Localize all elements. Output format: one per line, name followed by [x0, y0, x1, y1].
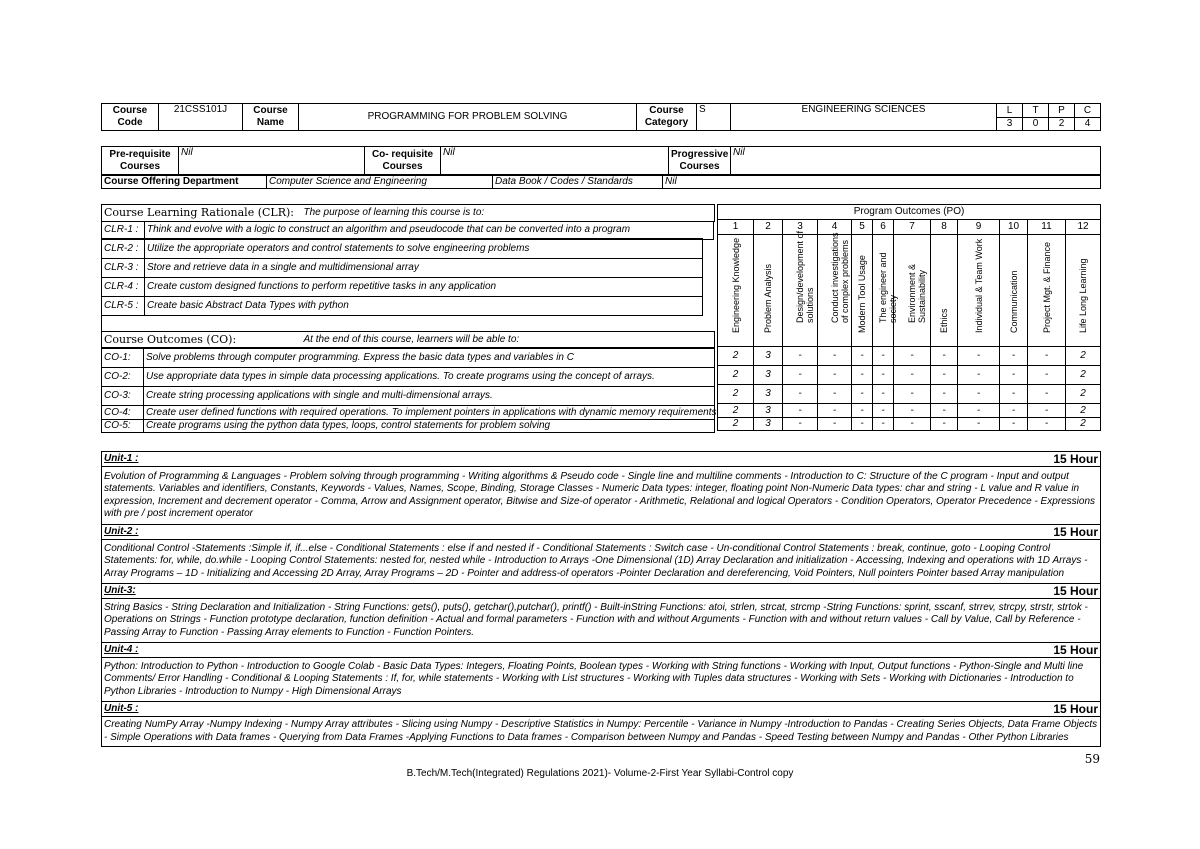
- co-po-map-row: [718, 385, 1101, 404]
- map-cell: -: [783, 404, 818, 418]
- clr-purpose: The purpose of learning this course is to:: [302, 205, 715, 222]
- databook-value: Nil: [663, 176, 1101, 189]
- map-cell: -: [818, 385, 852, 404]
- ltpc-label-c: C: [1075, 104, 1101, 118]
- po-number: 3: [783, 220, 818, 235]
- ltpc-value-l: 3: [997, 118, 1023, 131]
- unit-content: Evolution of Programming & Languages - Problem solving through programming - Writing algorithms & Pseudo code - Single line and multiline comments - Introduction to C: Structure of the C program - Input and output statements. Variables and identifiers, Constants, Keywords - Values, Names, Scope, Binding, Storage Classes - Numeric Data types: integer, floating point Non-Numeric Data types: char and string - L value and R value in expression, Increment and decrement operator - Comma, Arrow and Assignment operator, Bitwise and Size-of operator - Arithmetic, Relational and logical Operators - Condition Operators, Operator Precedence - Expressions with pre / post increment operator: [102, 467, 1101, 525]
- map-cell: -: [852, 418, 873, 431]
- clr-text: Store and retrieve data in a single and multidimensional array: [147, 262, 419, 273]
- po-name: Project Mgt. & Finance: [1028, 235, 1066, 347]
- map-cell: -: [931, 418, 958, 431]
- course-name: PROGRAMMING FOR PROBLEM SOLVING: [299, 104, 637, 131]
- map-cell: -: [931, 366, 958, 385]
- map-cell: 3: [754, 347, 783, 366]
- course-code: 21CSS101J: [159, 104, 243, 131]
- clr-row: [101, 277, 703, 297]
- co-title: Course Outcomes (CO):: [102, 332, 302, 348]
- map-cell: -: [1000, 366, 1028, 385]
- map-cell: 2: [718, 404, 754, 418]
- po-name: Communication: [1000, 235, 1028, 347]
- clr-text: Think and evolve with a logic to construct an algorithm and pseudocode that can be converted into a program: [147, 224, 631, 235]
- map-cell: -: [783, 347, 818, 366]
- unit-title: Unit-3:: [102, 584, 1002, 599]
- map-cell: -: [1028, 418, 1066, 431]
- course-header-table: [101, 103, 1101, 131]
- map-cell: -: [852, 404, 873, 418]
- map-cell: -: [873, 347, 894, 366]
- co-code: CO-3:: [102, 387, 144, 406]
- map-cell: -: [852, 347, 873, 366]
- map-cell: -: [1028, 385, 1066, 404]
- map-cell: -: [873, 418, 894, 431]
- map-cell: -: [894, 347, 931, 366]
- map-cell: 2: [1066, 418, 1101, 431]
- ltpc-label-t: T: [1023, 104, 1049, 118]
- co-code: CO-5:: [102, 420, 144, 433]
- clr-table: [101, 204, 715, 222]
- co-po-map-row: [718, 418, 1101, 431]
- prerequisite-table: [101, 146, 1101, 175]
- map-cell: 3: [754, 418, 783, 431]
- co-po-map-row: [718, 347, 1101, 366]
- unit-hours: 15 Hour: [1002, 643, 1101, 658]
- po-name: Conduct investigations of complex problems: [818, 235, 852, 347]
- map-cell: -: [1028, 404, 1066, 418]
- map-cell: 2: [718, 418, 754, 431]
- map-cell: -: [931, 347, 958, 366]
- map-cell: -: [783, 366, 818, 385]
- map-cell: 3: [754, 385, 783, 404]
- map-cell: -: [852, 385, 873, 404]
- unit-content: Conditional Control -Statements :Simple if, if...else - Conditional Statements : else if and nested if - Conditional Statements : Switch case - Un-conditional Control Statements : break, continue, goto - Looping Control Statements: for, while, do.while - Looping Control Statements: nested for, nested while - Introduction to Arrays -One Dimensional (1D) Array Declaration and initialization - Accessing, Indexing and operations with 1D Arrays - Array Programs – 1D - Initializing and Accessing 2D Array, Array Programs – 2D - Pointer and address-of operators -Pointer Declaration and dereferencing, Void Pointers, Null pointers Pointer based Array manipulation: [102, 540, 1101, 584]
- clr-code: CLR-5 :: [102, 297, 145, 315]
- databook-label: Data Book / Codes / Standards: [493, 176, 663, 189]
- map-cell: -: [931, 385, 958, 404]
- po-title: Program Outcomes (PO): [718, 205, 1101, 220]
- progressive-value: Nil: [731, 147, 1101, 175]
- unit-header: [102, 643, 1101, 658]
- co-text: Create string processing applications with single and multi-dimensional arrays.: [144, 387, 715, 406]
- clr-code: CLR-2 :: [102, 239, 145, 258]
- clr-row: [101, 296, 703, 316]
- clr-text: Create custom designed functions to perform repetitive tasks in any application: [147, 281, 497, 292]
- po-name: Modern Tool Usage: [852, 235, 873, 347]
- ltpc-value-p: 2: [1049, 118, 1075, 131]
- map-cell: -: [958, 347, 1000, 366]
- po-table: [717, 204, 1101, 431]
- co-text: Solve problems through computer programming. Express the basic data types and variables in C: [144, 349, 715, 368]
- po-number: 8: [931, 220, 958, 235]
- map-cell: -: [818, 347, 852, 366]
- po-name: Life Long Learning: [1066, 235, 1101, 347]
- map-cell: -: [1028, 366, 1066, 385]
- map-cell: -: [873, 385, 894, 404]
- map-cell: -: [894, 385, 931, 404]
- clr-code: CLR-4 :: [102, 278, 145, 296]
- po-name: The engineer and society: [873, 235, 894, 347]
- ltpc-label-l: L: [997, 104, 1023, 118]
- po-name: Design/development of solutions: [783, 235, 818, 347]
- clr-spacer: [101, 315, 714, 331]
- prereq-value: Nil: [179, 147, 365, 175]
- po-name: Environment & Sustainability: [894, 235, 931, 347]
- co-table: [101, 348, 720, 433]
- category-code: S: [697, 104, 731, 131]
- map-cell: -: [958, 385, 1000, 404]
- map-cell: -: [958, 366, 1000, 385]
- map-cell: 3: [754, 366, 783, 385]
- map-cell: -: [783, 385, 818, 404]
- unit-header: [102, 452, 1101, 467]
- clr-code: CLR-3 :: [102, 259, 145, 277]
- map-cell: -: [1028, 347, 1066, 366]
- clr-title: Course Learning Rationale (CLR):: [102, 205, 302, 222]
- map-cell: 2: [718, 385, 754, 404]
- po-number: 9: [958, 220, 1000, 235]
- unit-content: String Basics - String Declaration and Initialization - String Functions: gets(), puts(), getchar(),putchar(), printf() - Built-inString Functions: atoi, strlen, strcat, strcmp -String Functions: sprint, sscanf, strrev, strcpy, strstr, strtok - Operations on Strings - Function prototype declaration, function definition - Actual and formal parameters - Function with and without Arguments - Function with and without return values - Call by Value, Call by Reference - Passing Array to Function - Passing Array elements to Function - Function Pointers.: [102, 599, 1101, 643]
- co-intro: At the end of this course, learners will be able to:: [302, 332, 715, 348]
- co-title-table: [101, 331, 715, 348]
- course-code-label: Course Code: [102, 104, 159, 131]
- department-table: [101, 175, 1101, 189]
- po-number: 6: [873, 220, 894, 235]
- unit-title: Unit-2 :: [102, 525, 1002, 540]
- map-cell: -: [1000, 347, 1028, 366]
- map-cell: -: [1000, 385, 1028, 404]
- map-cell: -: [958, 418, 1000, 431]
- map-cell: 2: [718, 347, 754, 366]
- ltpc-value-t: 0: [1023, 118, 1049, 131]
- unit-header: [102, 702, 1101, 717]
- co-text: Create user defined functions with required operations. To implement pointers in applications with dynamic memory requirements.: [144, 406, 715, 420]
- po-name: Ethics: [931, 235, 958, 347]
- po-number: 10: [1000, 220, 1028, 235]
- clr-row: [101, 258, 703, 278]
- co-po-map-row: [718, 404, 1101, 418]
- po-name: Individual & Team Work: [958, 235, 1000, 347]
- progressive-label: Progressive Courses: [669, 147, 731, 175]
- map-cell: -: [783, 418, 818, 431]
- ltpc-value-c: 4: [1075, 118, 1101, 131]
- map-cell: -: [818, 418, 852, 431]
- unit-hours: 15 Hour: [1002, 584, 1101, 599]
- unit-hours: 15 Hour: [1002, 702, 1101, 717]
- map-cell: -: [873, 404, 894, 418]
- po-name: Problem Analysis: [754, 235, 783, 347]
- dept-value: Computer Science and Engineering: [267, 176, 493, 189]
- co-text: Use appropriate data types in simple data processing applications. To create programs using the concept of arrays.: [144, 368, 715, 387]
- co-text: Create programs using the python data types, loops, control statements for problem solving: [144, 420, 715, 433]
- map-cell: -: [1000, 404, 1028, 418]
- course-name-label: Course Name: [243, 104, 299, 131]
- po-name-row: [718, 235, 1101, 347]
- unit-title: Unit-1 :: [102, 452, 1002, 467]
- map-cell: 2: [718, 366, 754, 385]
- po-number: 7: [894, 220, 931, 235]
- coreq-value: Nil: [441, 147, 669, 175]
- map-cell: -: [894, 404, 931, 418]
- map-cell: 2: [1066, 404, 1101, 418]
- map-cell: -: [818, 404, 852, 418]
- co-code: CO-2:: [102, 368, 144, 387]
- po-number: 1: [718, 220, 754, 235]
- po-number: 2: [754, 220, 783, 235]
- map-cell: -: [1000, 418, 1028, 431]
- unit-hours: 15 Hour: [1002, 452, 1101, 467]
- map-cell: 3: [754, 404, 783, 418]
- map-cell: -: [873, 366, 894, 385]
- unit-title: Unit-5 :: [102, 702, 1002, 717]
- co-code: CO-4:: [102, 406, 144, 420]
- map-cell: -: [894, 366, 931, 385]
- unit-content: Creating NumPy Array -Numpy Indexing - Numpy Array attributes - Slicing using Numpy - Descriptive Statistics in Numpy: Percentile - Variance in Numpy -Introduction to Pandas - Creating Series Objects, Data Frame Objects - Simple Operations with Data frames - Querying from Data Frames -Applying Functions to Data frames - Comparison between Numpy and Pandas - Speed Testing between Numpy and Pandas - Other Python Libraries: [102, 717, 1101, 747]
- co-po-map-row: [718, 366, 1101, 385]
- map-cell: -: [818, 366, 852, 385]
- footer-caption: B.Tech/M.Tech(Integrated) Regulations 2021)- Volume-2-First Year Syllabi-Control copy: [406, 768, 794, 779]
- units-table: [101, 451, 1101, 747]
- category-name: ENGINEERING SCIENCES: [731, 104, 997, 131]
- prereq-label: Pre-requisite Courses: [102, 147, 179, 175]
- unit-title: Unit-4 :: [102, 643, 1002, 658]
- unit-hours: 15 Hour: [1002, 525, 1101, 540]
- map-cell: -: [958, 404, 1000, 418]
- map-cell: 2: [1066, 347, 1101, 366]
- unit-header: [102, 584, 1101, 599]
- map-cell: 2: [1066, 385, 1101, 404]
- co-code: CO-1:: [102, 349, 144, 368]
- clr-text: Create basic Abstract Data Types with python: [147, 300, 349, 311]
- map-cell: -: [894, 418, 931, 431]
- map-cell: -: [852, 366, 873, 385]
- po-number: 11: [1028, 220, 1066, 235]
- map-cell: 2: [1066, 366, 1101, 385]
- dept-label: Course Offering Department: [102, 176, 267, 189]
- course-category-label: Course Category: [637, 104, 697, 131]
- clr-row: [101, 238, 703, 259]
- clr-text: Utilize the appropriate operators and control statements to solve engineering problems: [147, 243, 530, 254]
- coreq-label: Co- requisite Courses: [365, 147, 441, 175]
- clr-code: CLR-1 :: [102, 221, 145, 238]
- map-cell: -: [931, 404, 958, 418]
- page-number: 59: [1084, 752, 1100, 766]
- po-name: Engineering Knowledge: [718, 235, 754, 347]
- po-number: 12: [1066, 220, 1101, 235]
- po-number: 4: [818, 220, 852, 235]
- unit-content: Python: Introduction to Python - Introduction to Google Colab - Basic Data Types: Integers, Floating Points, Boolean types - Working with String functions - Working with Input, Output functions - Python-Single and Multi line Comments/ Error Handling - Conditional & Looping Statements : If, for, while statements - Working with List structures - Working with Tuples data structures - Working with Sets - Working with Dictionaries - Introduction to Python Libraries - Introduction to Numpy - High Dimensional Arrays: [102, 658, 1101, 702]
- po-number: 5: [852, 220, 873, 235]
- ltpc-label-p: P: [1049, 104, 1075, 118]
- unit-header: [102, 525, 1101, 540]
